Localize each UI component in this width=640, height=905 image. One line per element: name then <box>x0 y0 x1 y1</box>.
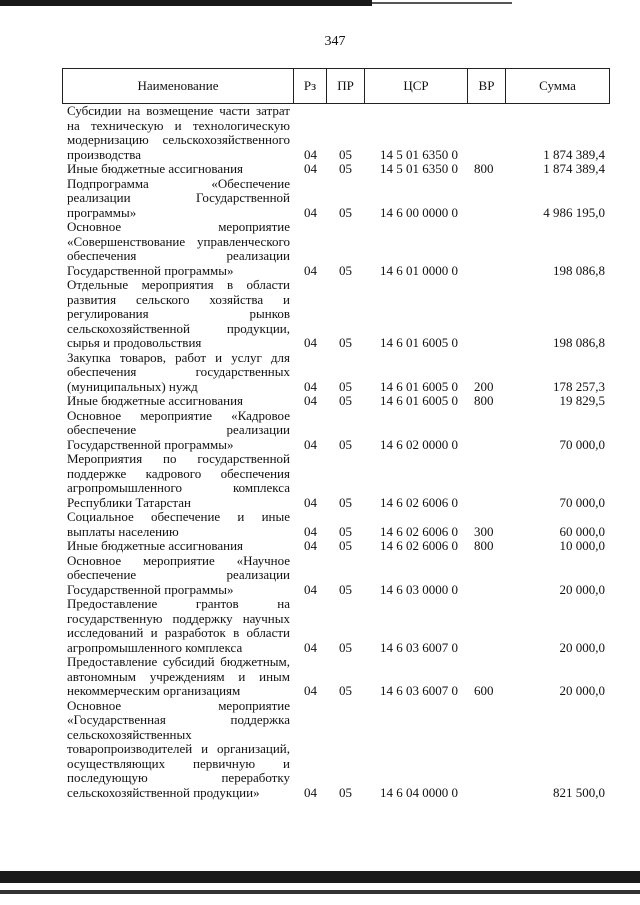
row-name-line: Основное мероприятие <box>67 219 290 234</box>
row-name-line: регулирования рынков <box>67 306 290 321</box>
row-csr: 14 6 02 6006 0 <box>380 523 458 539</box>
row-pr: 05 <box>339 204 352 220</box>
row-name-line: Иные бюджетные ассигнования <box>67 393 244 408</box>
row-sum: 10 000,0 <box>559 538 605 553</box>
row-name-line: на техническую и технологическую <box>67 117 290 133</box>
table-row <box>0 278 640 351</box>
row-vr: 800 <box>474 538 494 553</box>
row-name-line: некоммерческим организациям <box>67 683 241 698</box>
row-vr: 800 <box>474 393 494 408</box>
row-pr: 05 <box>339 538 352 553</box>
row-rz: 04 <box>304 378 317 394</box>
row-sum: 20 000,0 <box>559 581 605 597</box>
row-name-line: производства <box>67 146 142 162</box>
row-pr: 05 <box>339 523 352 539</box>
row-rz: 04 <box>304 262 317 278</box>
row-name-line: Основное мероприятие «Кадровое <box>67 407 290 423</box>
row-vr: 800 <box>474 161 494 176</box>
row-name-line: Государственной программы» <box>67 581 234 597</box>
row-name-line: реализации Государственной <box>67 190 290 205</box>
row-csr: 14 6 00 0000 0 <box>380 204 458 220</box>
header-name: Наименование <box>137 78 219 93</box>
row-name-line: обеспечение реализации <box>67 422 290 437</box>
row-name <box>67 554 290 598</box>
row-name-line: Социальное обеспечение и иные <box>67 509 290 524</box>
row-name-line: агропромышленного комплекса <box>67 480 290 495</box>
row-name-line: товаропроизводителей и организаций, <box>67 741 290 756</box>
row-pr: 05 <box>339 639 352 655</box>
row-sum: 20 000,0 <box>559 639 605 655</box>
row-sum: 70 000,0 <box>559 436 605 452</box>
row-name-line: последующую переработку <box>67 770 290 785</box>
row-rz: 04 <box>304 204 317 220</box>
row-name-line: агропромышленного комплекса <box>67 639 243 655</box>
row-sum: 178 257,3 <box>553 378 605 394</box>
row-name <box>67 394 290 409</box>
row-name-line: Основное мероприятие <box>67 697 290 713</box>
row-sum: 20 000,0 <box>559 683 605 698</box>
row-pr: 05 <box>339 436 352 452</box>
row-name-line: Государственной программы» <box>67 436 234 452</box>
table-row <box>0 554 640 598</box>
row-name-line: Предоставление субсидий бюджетным, <box>67 654 290 669</box>
row-name <box>67 162 290 177</box>
row-csr: 14 6 02 0000 0 <box>380 436 458 452</box>
table-row <box>0 510 640 539</box>
row-rz: 04 <box>304 436 317 452</box>
row-name <box>67 597 290 655</box>
row-name-line: исследований и разработок в области <box>67 625 290 640</box>
row-name-line: Иные бюджетные ассигнования <box>67 538 244 553</box>
table-body <box>0 104 640 800</box>
row-pr: 05 <box>339 161 352 176</box>
row-csr: 14 6 02 6006 0 <box>380 494 458 510</box>
row-name-line: сельскохозяйственной продукции» <box>67 784 260 800</box>
table-row <box>0 539 640 554</box>
row-name-line: Мероприятия по государственной <box>67 451 290 466</box>
row-name-line: обеспечение реализации <box>67 567 290 582</box>
row-csr: 14 6 03 0000 0 <box>380 581 458 597</box>
table-row <box>0 220 640 278</box>
row-sum: 19 829,5 <box>559 393 605 408</box>
row-name-line: поддержке кадрового обеспечения <box>67 465 290 481</box>
row-name <box>67 220 290 278</box>
row-pr: 05 <box>339 393 352 408</box>
row-sum: 60 000,0 <box>559 523 605 539</box>
row-rz: 04 <box>304 784 317 800</box>
row-rz: 04 <box>304 581 317 597</box>
row-sum: 821 500,0 <box>553 784 605 800</box>
row-name-line: Подпрограмма «Обеспечение <box>67 175 290 191</box>
row-sum: 4 986 195,0 <box>543 204 605 220</box>
row-name-line: сельскохозяйственных <box>67 726 192 742</box>
row-pr: 05 <box>339 784 352 800</box>
row-vr: 200 <box>474 378 494 394</box>
row-sum: 198 086,8 <box>553 262 605 278</box>
row-name <box>67 351 290 395</box>
row-csr: 14 5 01 6350 0 <box>380 146 458 162</box>
row-name-line: развития сельского хозяйства и <box>67 291 290 307</box>
scan-bottom-edge-thin <box>0 890 640 894</box>
row-name-line: осуществляющих первичную и <box>67 755 290 771</box>
page-number: 347 <box>324 34 346 49</box>
row-sum: 1 874 389,4 <box>543 146 605 162</box>
row-name-line: программы» <box>67 204 137 220</box>
row-name <box>67 452 290 510</box>
row-rz: 04 <box>304 161 317 176</box>
row-name <box>67 278 290 351</box>
row-sum: 1 874 389,4 <box>543 161 605 176</box>
header-csr: ЦСР <box>364 69 467 103</box>
row-name-line: Республики Татарстан <box>67 494 191 510</box>
row-name <box>67 699 290 801</box>
row-csr: 14 6 02 6006 0 <box>380 538 458 553</box>
row-name-line: Государственной программы» <box>67 262 234 278</box>
table-row <box>0 351 640 395</box>
row-csr: 14 6 01 6005 0 <box>380 378 458 394</box>
table-row <box>0 409 640 453</box>
row-name-line: автономным учреждениям и иным <box>67 668 290 684</box>
row-csr: 14 6 01 6005 0 <box>380 393 458 408</box>
row-name-line: государственную поддержку научных <box>67 610 290 626</box>
row-pr: 05 <box>339 581 352 597</box>
table-header <box>62 68 610 104</box>
row-csr: 14 6 01 0000 0 <box>380 262 458 278</box>
row-rz: 04 <box>304 683 317 698</box>
row-rz: 04 <box>304 523 317 539</box>
row-pr: 05 <box>339 335 352 350</box>
row-name-line: Отдельные мероприятия в области <box>67 277 290 292</box>
row-name-line: сырья и продовольствия <box>67 335 202 350</box>
row-pr: 05 <box>339 378 352 394</box>
row-name <box>67 539 290 554</box>
row-name-line: (муниципальных) нужд <box>67 378 198 394</box>
row-name-line: «Совершенствование управленческого <box>67 233 290 249</box>
row-pr: 05 <box>339 262 352 278</box>
row-name-line: выплаты населению <box>67 523 179 539</box>
header-rz: Рз <box>293 69 326 103</box>
row-name <box>67 104 290 162</box>
scan-top-edge <box>0 0 372 6</box>
row-name-line: обеспечения реализации <box>67 248 290 263</box>
row-rz: 04 <box>304 494 317 510</box>
row-sum: 70 000,0 <box>559 494 605 510</box>
row-name-line: модернизацию сельскохозяйственного <box>67 132 290 147</box>
row-name <box>67 510 290 539</box>
row-csr: 14 6 01 6005 0 <box>380 335 458 350</box>
row-name-line: Закупка товаров, работ и услуг для <box>67 349 290 365</box>
table-row <box>0 104 640 162</box>
header-sum: Сумма <box>505 69 609 103</box>
row-name-line: обеспечения государственных <box>67 364 290 379</box>
row-csr: 14 5 01 6350 0 <box>380 161 458 176</box>
row-name-line: Предоставление грантов на <box>67 596 290 611</box>
row-vr: 300 <box>474 523 494 539</box>
row-name <box>67 655 290 699</box>
row-name-line: Иные бюджетные ассигнования <box>67 161 244 176</box>
row-name <box>67 409 290 453</box>
row-rz: 04 <box>304 146 317 162</box>
table-row <box>0 655 640 699</box>
row-sum: 198 086,8 <box>553 335 605 350</box>
table-row <box>0 177 640 221</box>
row-rz: 04 <box>304 538 317 553</box>
row-pr: 05 <box>339 683 352 698</box>
table-row <box>0 452 640 510</box>
scan-bottom-edge <box>0 871 640 883</box>
header-pr: ПР <box>326 69 364 103</box>
table-row <box>0 699 640 801</box>
table-row <box>0 394 640 409</box>
scan-top-edge-thin <box>372 2 512 4</box>
row-pr: 05 <box>339 494 352 510</box>
row-csr: 14 6 03 6007 0 <box>380 639 458 655</box>
row-name-line: Субсидии на возмещение части затрат <box>67 103 290 118</box>
row-name-line: сельскохозяйственной продукции, <box>67 320 290 336</box>
table-row <box>0 597 640 655</box>
row-vr: 600 <box>474 683 494 698</box>
row-name-line: Основное мероприятие «Научное <box>67 552 290 568</box>
table-row <box>0 162 640 177</box>
header-vr: ВР <box>467 69 505 103</box>
row-name <box>67 177 290 221</box>
row-rz: 04 <box>304 335 317 350</box>
row-rz: 04 <box>304 393 317 408</box>
row-csr: 14 6 04 0000 0 <box>380 784 458 800</box>
row-csr: 14 6 03 6007 0 <box>380 683 458 698</box>
row-rz: 04 <box>304 639 317 655</box>
row-pr: 05 <box>339 146 352 162</box>
row-name-line: «Государственная поддержка <box>67 712 290 727</box>
